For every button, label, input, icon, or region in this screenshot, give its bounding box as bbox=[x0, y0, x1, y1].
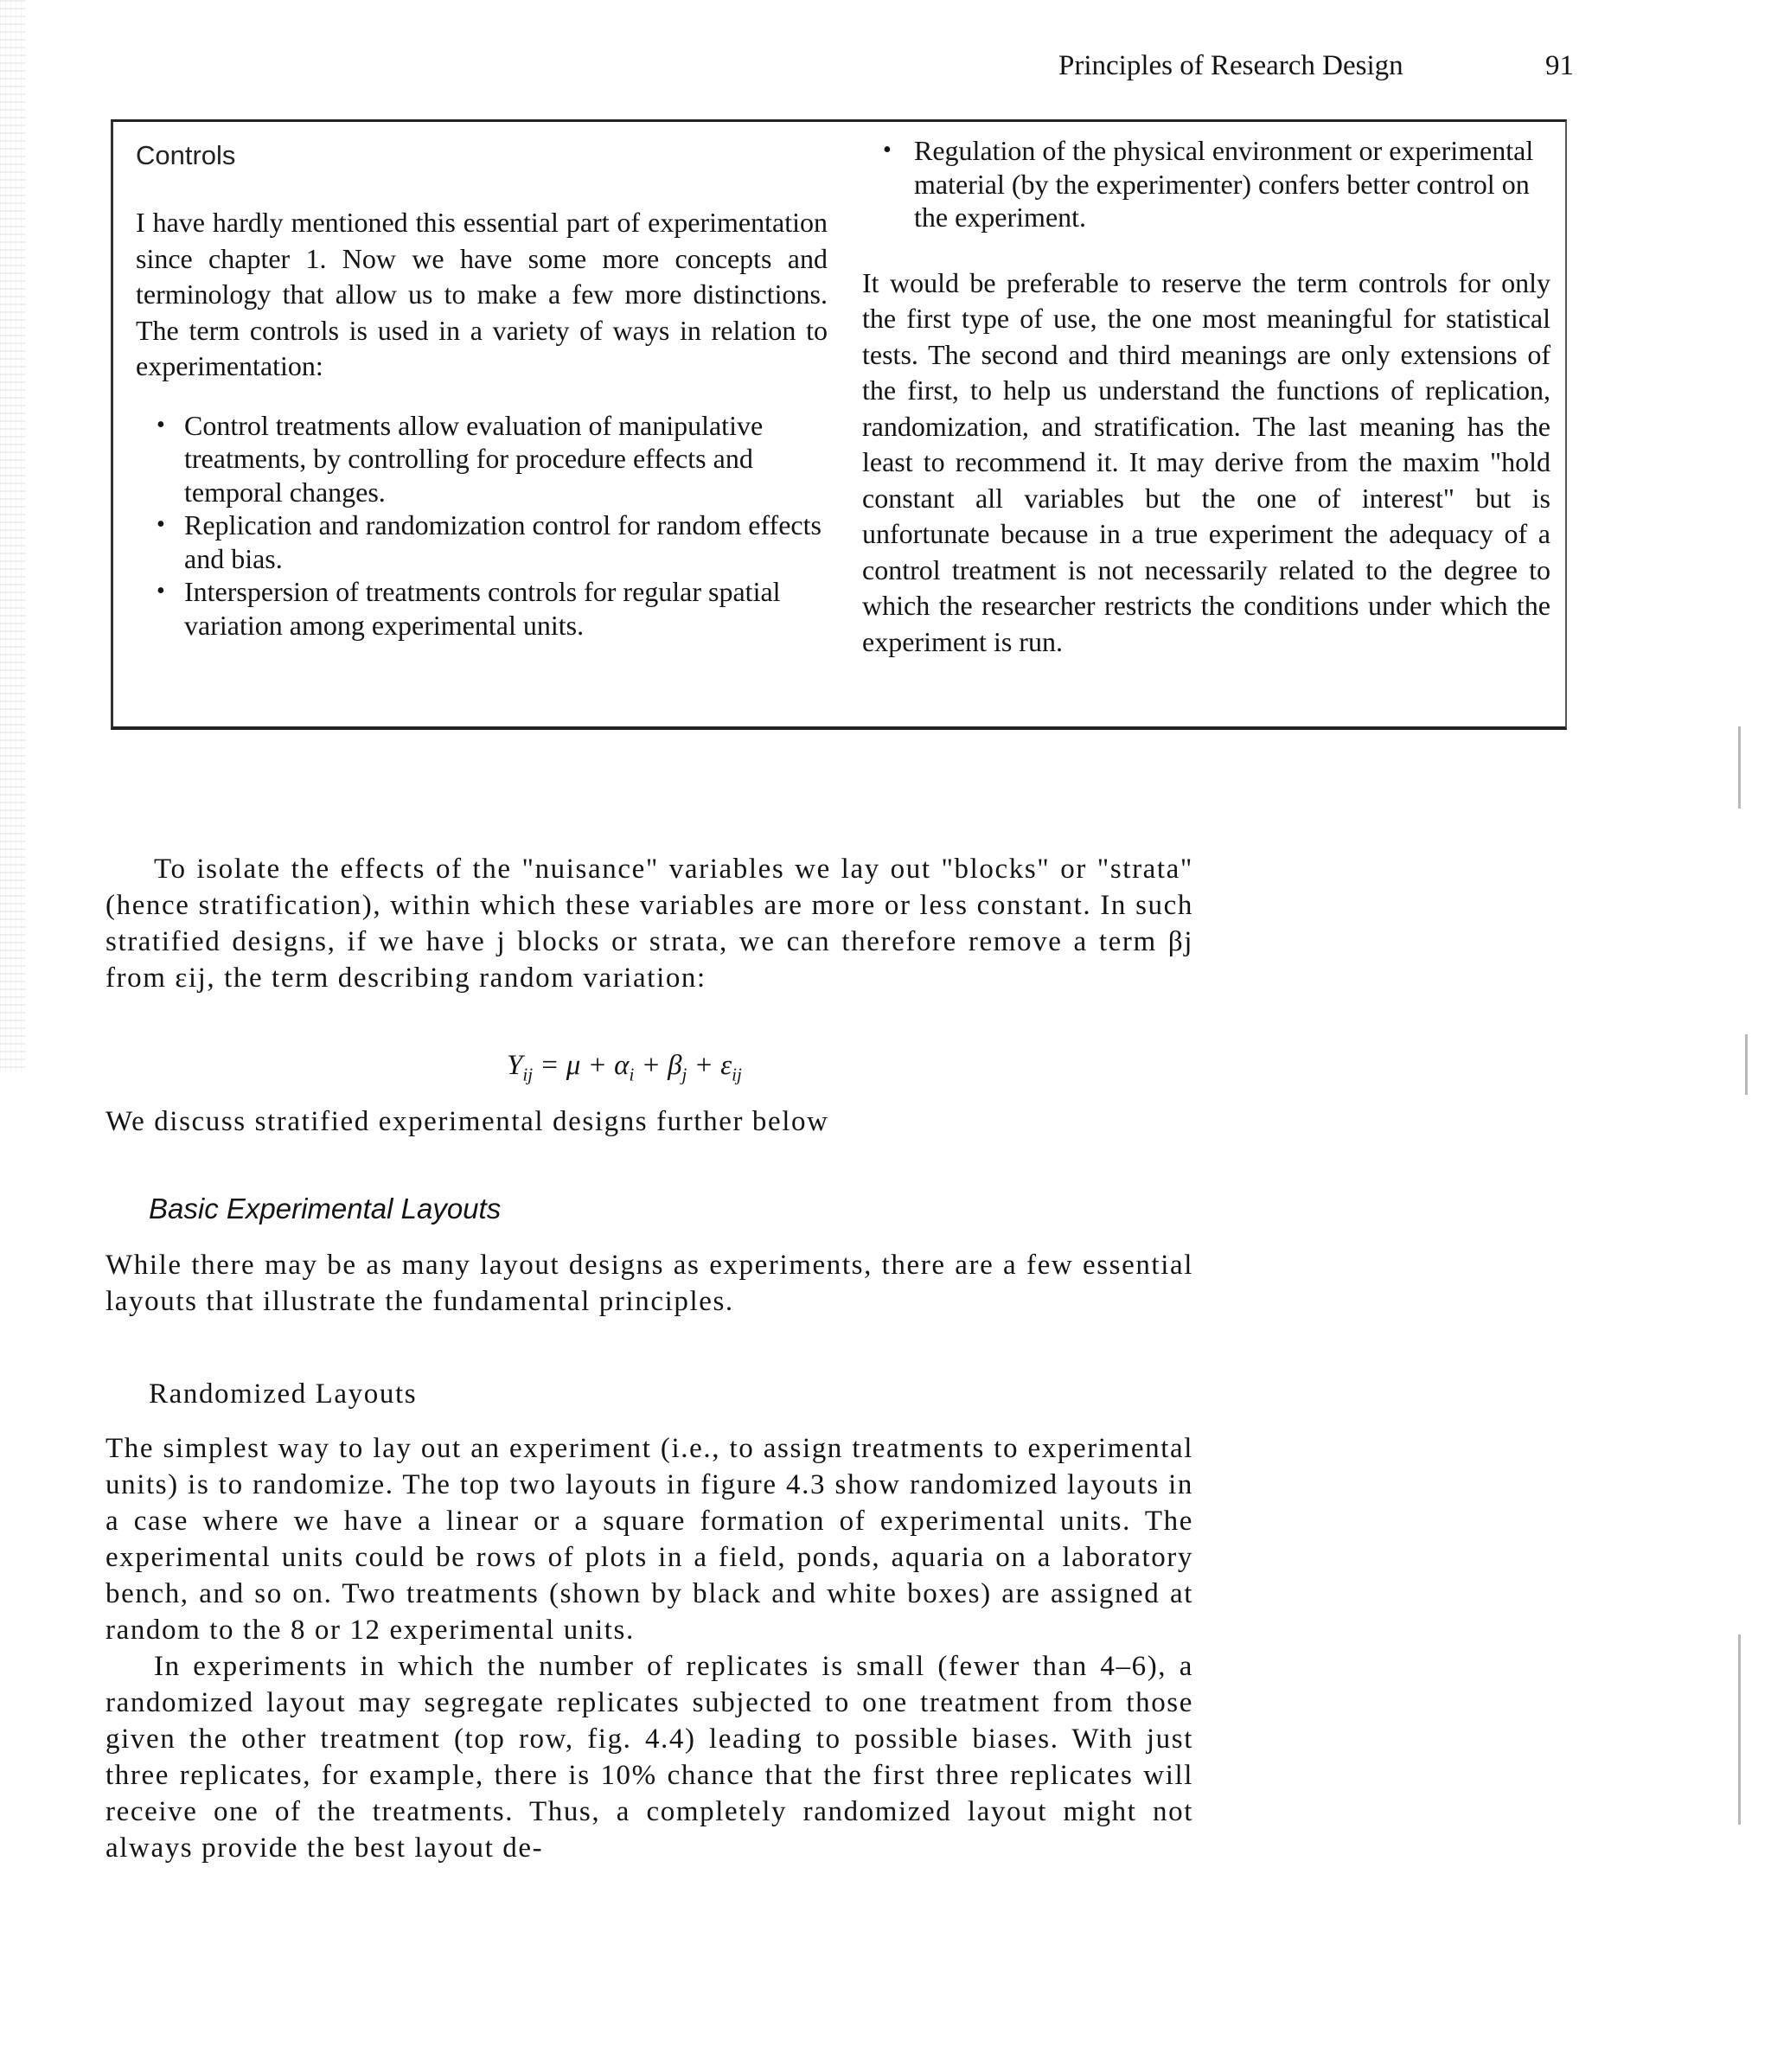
list-item bbox=[136, 409, 828, 509]
body-paragraph-discuss: We discuss stratified experimental designs further below bbox=[105, 1106, 829, 1137]
scan-margin-mark bbox=[1738, 726, 1741, 809]
running-title: Principles of Research Design bbox=[1058, 50, 1403, 81]
bullet-icon: • bbox=[883, 137, 892, 163]
bullet-icon: • bbox=[157, 578, 165, 604]
sidebar-left-column bbox=[136, 205, 828, 642]
bullet-icon: • bbox=[157, 511, 165, 538]
body-paragraph: In experiments in which the number of replicates is small (fewer than 4–6), a randomized layout may segregate replicates subjected to one treatment from those given the other treatment (top row, fig. 4.4) leading to possible biases. With just three replicates, for example, there is 10% chance that the first three replicates will receive one of the treatments. Thus, a completely randomized layout might not always provide the best layout de- bbox=[105, 1651, 1193, 1864]
stratified-model-equation: $Y_{ij} = \mu + \alpha_i + \beta_j + \varepsilon_{ij}$ bbox=[507, 1050, 742, 1085]
bullet-text: Control treatments allow evaluation of manipulative treatments, by controlling for procedure effects and temporal changes. bbox=[184, 409, 764, 508]
sidebar-bullet-list bbox=[136, 409, 828, 643]
scan-margin-mark bbox=[1738, 1634, 1741, 1825]
page-number: 91 bbox=[1545, 50, 1574, 81]
bullet-text: Interspersion of treatments controls for regular spatial variation among experimental units. bbox=[184, 576, 781, 641]
body-paragraph-strata: To isolate the effects of the "nuisance" variables we lay out "blocks" or "strata" (hence stratification), within which these variables are more or less constant. In such stratified designs, if we have j blocks or strata, we can therefore remove a term βj from εij, the term describing random variation: bbox=[105, 854, 1193, 994]
sidebar-bullet-list-continued bbox=[862, 134, 1550, 234]
bullet-icon: • bbox=[157, 411, 165, 438]
body-paragraph: The simplest way to lay out an experiment (i.e., to assign treatments to experimental units) is to randomize. The top two layouts in figure 4.3 show randomized layouts in a case where we have a linear or a square formation of experimental units. The experimental units could be rows of plots in a field, ponds, aquaria on a laboratory bench, and so on. Two treatments (shown by black and white boxes) are assigned at random to the 8 or 12 experimental units. bbox=[105, 1433, 1193, 1646]
sidebar-title: Controls bbox=[136, 140, 236, 170]
bullet-text: Replication and randomization control for random effects and bias. bbox=[184, 509, 822, 574]
sidebar-intro-paragraph: I have hardly mentioned this essential part of experimentation since chapter 1. Now we have some more concepts and terminology that allow us to make a few more distinctions. The term controls is used in a variety of ways in relation to experimentation: bbox=[136, 207, 828, 381]
list-item bbox=[136, 575, 828, 642]
bullet-text: Regulation of the physical environment or experimental material (by the experimenter) confers better control on the experiment. bbox=[914, 135, 1534, 233]
list-item bbox=[136, 508, 828, 575]
list-item bbox=[862, 134, 1550, 234]
controls-sidebar-box bbox=[111, 119, 1567, 730]
scan-edge-noise bbox=[0, 0, 26, 1072]
section-heading-basic-layouts: Basic Experimental Layouts bbox=[149, 1193, 502, 1225]
body-paragraphs-randomized bbox=[105, 1430, 1193, 1866]
sidebar-closing-paragraph: It would be preferable to reserve the term controls for only the first type of use, the one most meaningful for statistical tests. The second and third meanings are only extensions of the first, to help us understand the functions of replication, randomization, and stratification. The last meaning has the least to recommend it. It may derive from the maxim "hold constant all variables but the one of interest" but is unfortunate because in a true experiment the adequacy of a control treatment is not necessarily related to the degree to which the researcher restricts the conditions under which the experiment is run. bbox=[862, 266, 1550, 657]
body-paragraph-basic: While there may be as many layout designs as experiments, there are a few essential layouts that illustrate the fundamental principles. bbox=[105, 1250, 1193, 1317]
running-header bbox=[1038, 45, 1574, 86]
subsection-heading-randomized: Randomized Layouts bbox=[149, 1378, 418, 1410]
scan-margin-mark bbox=[1745, 1034, 1748, 1095]
sidebar-right-column bbox=[862, 134, 1550, 660]
